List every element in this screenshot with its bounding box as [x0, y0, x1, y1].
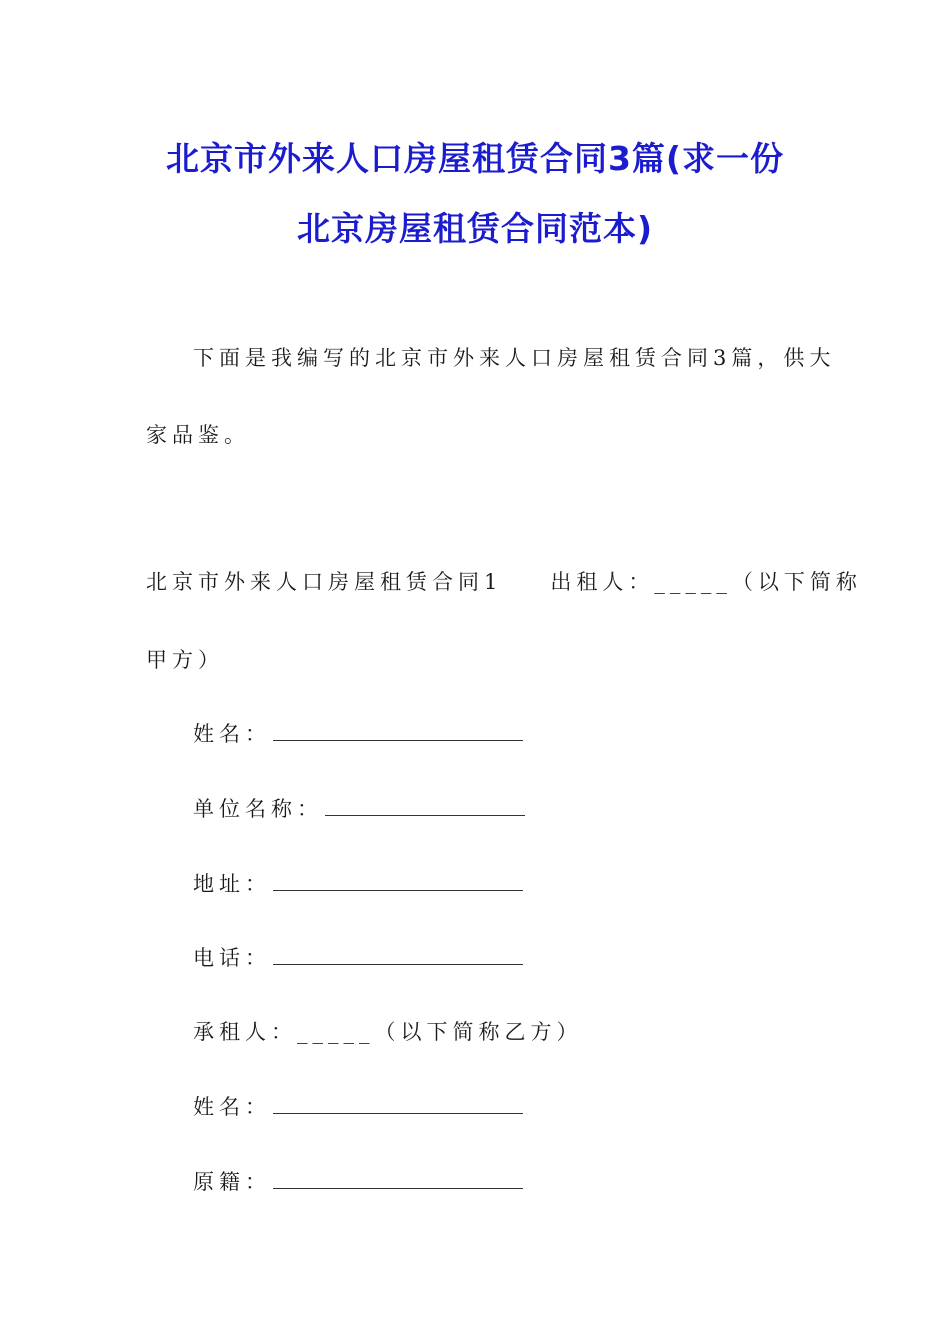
- lessor-company-field: [193, 794, 525, 824]
- lessee-origin-field: [193, 1167, 523, 1197]
- lessor-note-continued: 甲方）: [146, 648, 224, 672]
- lessor-blank: _____: [654, 570, 732, 594]
- fill-in-blank: [273, 872, 523, 891]
- field-label: 姓名：: [193, 722, 271, 746]
- lessee-blank: _____: [297, 1020, 375, 1044]
- contract-heading: 北京市外来人口房屋租赁合同1: [146, 570, 503, 594]
- field-label: 电话：: [193, 946, 271, 970]
- field-label: 单位名称：: [193, 797, 323, 821]
- lessor-name-field: [193, 719, 523, 749]
- document-title-line-2: 北京房屋租赁合同范本): [296, 209, 654, 248]
- lessor-phone-field: [193, 943, 523, 973]
- document-title-line-1: 北京市外来人口房屋租赁合同3篇(求一份: [165, 139, 785, 178]
- intro-paragraph-line-1: 下面是我编写的北京市外来人口房屋租赁合同3篇，供大: [193, 346, 836, 370]
- field-label: 姓名：: [193, 1095, 271, 1119]
- fill-in-blank: [325, 797, 525, 816]
- fill-in-blank: [273, 722, 523, 741]
- field-label: 地址：: [193, 872, 271, 896]
- lessee-line: [193, 1017, 583, 1047]
- intro-paragraph-line-2: 家品鉴。: [146, 423, 250, 447]
- lessee-note: （以下简称乙方）: [374, 1020, 583, 1044]
- lessor-label: 出租人：: [550, 570, 655, 594]
- lessor-address-field: [193, 869, 523, 899]
- lessor-note: （以下简称: [731, 570, 862, 594]
- lessee-name-field: [193, 1092, 523, 1122]
- fill-in-blank: [273, 946, 523, 965]
- lessee-label: 承租人：: [193, 1020, 297, 1044]
- fill-in-blank: [273, 1170, 523, 1189]
- field-label: 原籍：: [193, 1170, 271, 1194]
- fill-in-blank: [273, 1095, 523, 1114]
- contract-heading-line: [146, 567, 862, 597]
